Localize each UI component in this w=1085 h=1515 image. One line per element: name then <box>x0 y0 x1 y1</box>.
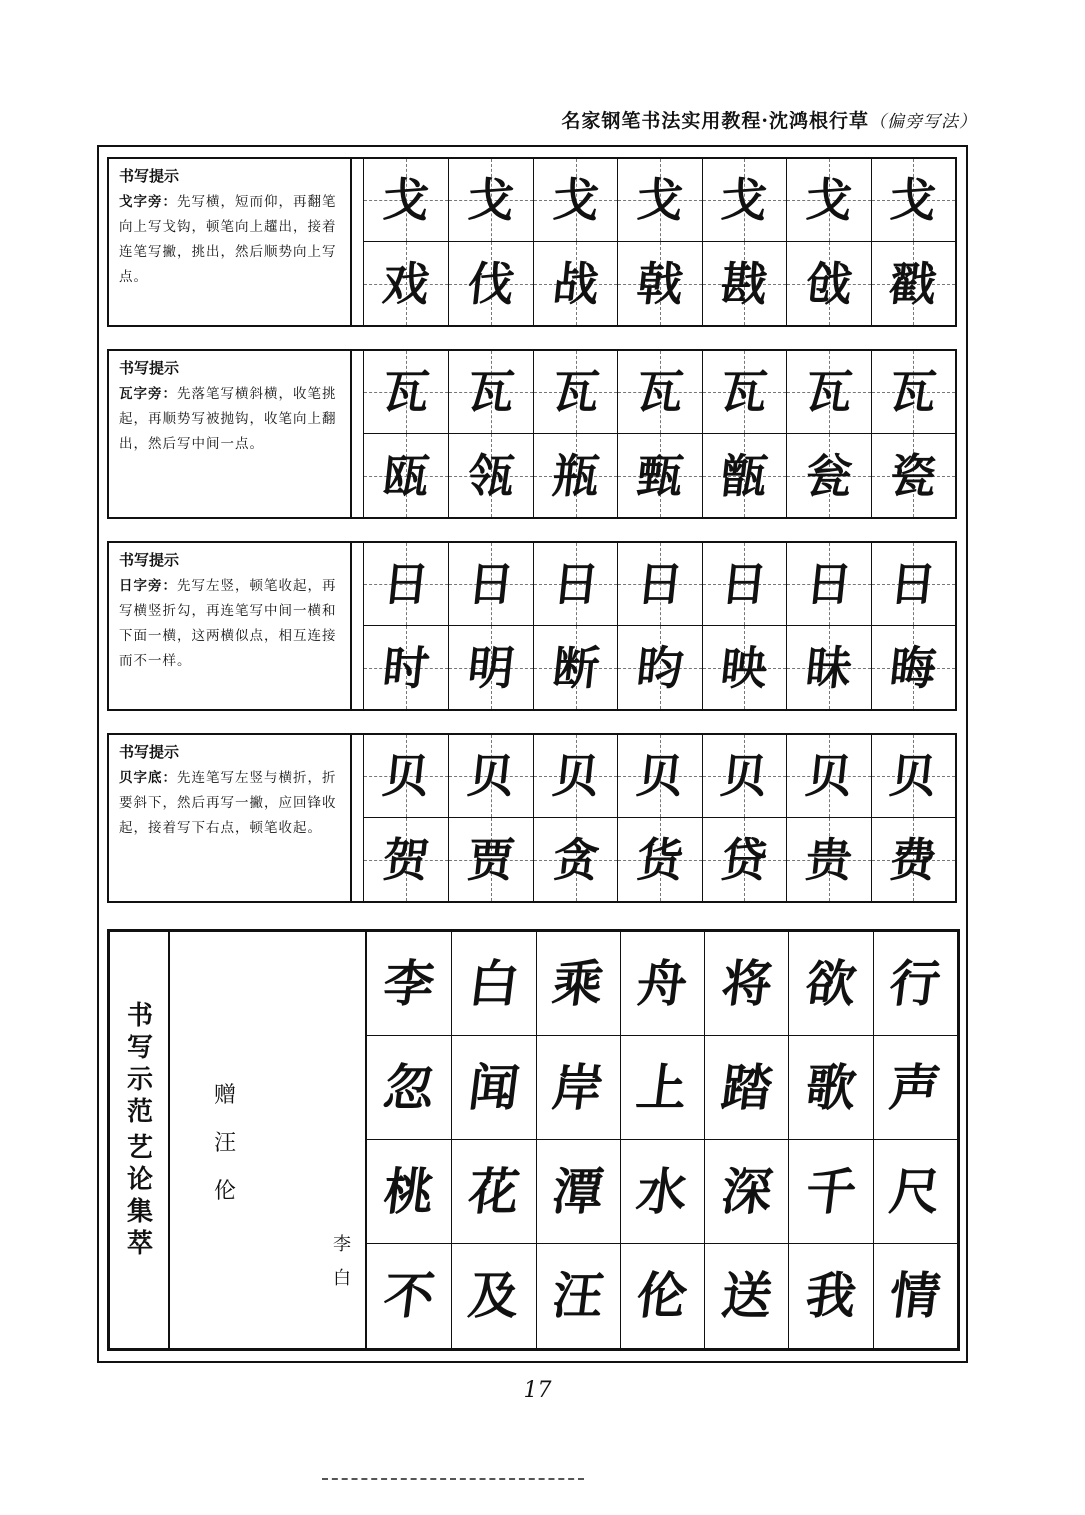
poem-glyph: 欲 <box>802 954 860 1013</box>
hint-text: 先写横，短而仰，再翻笔向上写戈钩，顿笔向上趯出，接着连笔写撇，挑出，然后顺势向上写点。 <box>119 194 337 285</box>
poem-cell <box>367 1244 451 1348</box>
radical-cell <box>364 351 448 434</box>
practice-grid <box>364 351 955 517</box>
example-glyph: 货 <box>634 832 686 887</box>
side-label-column <box>110 932 170 1348</box>
poem-cell <box>620 1140 704 1244</box>
example-glyph: 贺 <box>380 832 433 887</box>
radical-glyph: 日 <box>465 557 517 611</box>
radical-cell <box>871 159 955 242</box>
example-glyph: 戏 <box>380 256 433 311</box>
poem-glyph: 将 <box>718 954 776 1013</box>
radical-glyph: 日 <box>549 557 602 611</box>
example-cell <box>786 818 870 901</box>
running-header <box>561 106 977 133</box>
radical-cell <box>364 543 448 626</box>
radical-glyph: 日 <box>887 557 940 611</box>
poem-glyph: 舟 <box>633 954 692 1013</box>
example-cell <box>448 434 532 517</box>
example-cell <box>448 242 532 325</box>
example-glyph: 伐 <box>465 256 517 311</box>
poem-cell <box>704 1140 788 1244</box>
radical-cell <box>617 543 701 626</box>
radical-glyph: 贝 <box>380 749 433 803</box>
radical-glyph: 贝 <box>887 749 940 803</box>
example-glyph: 甄 <box>634 448 686 503</box>
example-glyph: 明 <box>465 640 517 695</box>
hint-title: 书写提示 <box>119 359 180 377</box>
poem-cell <box>620 1036 704 1140</box>
example-glyph: 时 <box>380 640 433 695</box>
poem-glyph: 伦 <box>633 1267 692 1325</box>
radical-cell <box>786 351 870 434</box>
page-number: 17 <box>523 1378 552 1403</box>
poem-cell <box>788 1140 872 1244</box>
poem-glyph: 我 <box>802 1267 860 1325</box>
margin-rule <box>352 351 364 517</box>
radical-cell <box>617 351 701 434</box>
example-glyph: 贪 <box>549 832 602 887</box>
poem-cell <box>620 1244 704 1348</box>
poem-glyph: 行 <box>886 954 944 1013</box>
radical-cell <box>533 159 617 242</box>
poem-cell <box>873 1036 957 1140</box>
practice-grid <box>364 543 955 709</box>
writing-hint <box>109 351 352 517</box>
poem-cell <box>451 1140 535 1244</box>
radical-name: 瓦字旁： <box>119 386 177 402</box>
example-cell <box>871 818 955 901</box>
poem-cell <box>367 1140 451 1244</box>
poem-glyph: 忽 <box>380 1058 438 1117</box>
example-glyph: 戳 <box>887 256 940 311</box>
poem-glyph: 汪 <box>549 1267 607 1325</box>
poem-glyph: 千 <box>802 1162 860 1221</box>
example-glyph: 戗 <box>803 256 855 311</box>
example-cell <box>617 242 701 325</box>
example-cell <box>871 434 955 517</box>
poem-glyph: 深 <box>718 1162 776 1221</box>
poem-glyph: 岸 <box>549 1058 607 1117</box>
margin-rule <box>352 159 364 325</box>
example-cell <box>617 626 701 709</box>
hint-text: 先写左竖，顿笔收起，再写横竖折勾，再连笔写中间一横和下面一横，这两横似点，相互连接而不一样。 <box>119 578 337 669</box>
radical-glyph: 贝 <box>718 749 771 803</box>
calligraphy-demo <box>107 929 960 1351</box>
radical-cell <box>786 159 870 242</box>
poem-cell <box>704 1036 788 1140</box>
poem-glyph: 白 <box>465 954 523 1013</box>
radical-glyph: 戈 <box>549 173 602 227</box>
example-cell <box>702 242 786 325</box>
poem-glyph: 情 <box>886 1267 944 1325</box>
radical-glyph: 瓦 <box>380 365 433 419</box>
radical-glyph: 贝 <box>549 749 602 803</box>
radical-glyph: 戈 <box>634 173 686 227</box>
example-cell <box>786 626 870 709</box>
poem-cell <box>620 932 704 1036</box>
example-cell <box>702 818 786 901</box>
poem-cell <box>451 932 535 1036</box>
practice-grid <box>364 735 955 901</box>
example-cell <box>364 626 448 709</box>
example-glyph: 瓶 <box>549 448 602 503</box>
radical-glyph: 瓦 <box>634 365 686 419</box>
practice-grid <box>364 159 955 325</box>
poem-glyph: 上 <box>633 1058 692 1117</box>
poem-cell <box>873 1140 957 1244</box>
example-cell <box>533 434 617 517</box>
poem-cell <box>536 1244 620 1348</box>
example-cell <box>786 434 870 517</box>
radical-cell <box>448 543 532 626</box>
radical-cell <box>871 351 955 434</box>
poem-cell <box>536 932 620 1036</box>
example-cell <box>533 626 617 709</box>
example-glyph: 映 <box>718 640 771 695</box>
poem-glyph: 声 <box>886 1058 944 1117</box>
poem-glyph: 踏 <box>718 1058 776 1117</box>
poem-glyph: 送 <box>718 1267 776 1325</box>
example-glyph: 戟 <box>634 256 686 311</box>
radical-glyph: 瓦 <box>718 365 771 419</box>
example-glyph: 战 <box>549 256 602 311</box>
example-glyph: 断 <box>549 640 602 695</box>
example-glyph: 昧 <box>803 640 855 695</box>
radical-cell <box>617 735 701 818</box>
example-cell <box>617 818 701 901</box>
poem-cell <box>704 932 788 1036</box>
radical-section-ri <box>107 541 957 711</box>
example-glyph: 瓴 <box>465 448 517 503</box>
radical-section-ge <box>107 157 957 327</box>
example-cell <box>364 818 448 901</box>
poem-glyph: 花 <box>465 1162 523 1221</box>
poem-glyph: 不 <box>380 1267 438 1325</box>
radical-name: 日字旁： <box>119 578 177 594</box>
poem-glyph: 水 <box>633 1162 692 1221</box>
poem-cell <box>451 1036 535 1140</box>
radical-glyph: 日 <box>634 557 686 611</box>
poem-cell <box>873 1244 957 1348</box>
radical-glyph: 瓦 <box>549 365 602 419</box>
poem-glyph: 歌 <box>802 1058 860 1117</box>
example-cell <box>448 626 532 709</box>
hint-body <box>119 382 342 457</box>
poem-glyph: 潭 <box>549 1162 607 1221</box>
hint-title: 书写提示 <box>119 551 180 569</box>
radical-glyph: 戈 <box>380 173 433 227</box>
example-glyph: 瓮 <box>803 448 855 503</box>
writing-hint <box>109 735 352 901</box>
example-glyph: 昀 <box>634 640 686 695</box>
poem-cell <box>873 932 957 1036</box>
radical-section-bei <box>107 733 957 903</box>
radical-glyph: 日 <box>803 557 855 611</box>
radical-glyph: 贝 <box>465 749 517 803</box>
radical-name: 戈字旁： <box>119 194 177 210</box>
example-cell <box>871 626 955 709</box>
example-cell <box>617 434 701 517</box>
hint-body <box>119 190 342 290</box>
example-glyph: 瓷 <box>887 448 940 503</box>
example-glyph: 戡 <box>718 256 771 311</box>
poem-cell <box>788 932 872 1036</box>
example-cell <box>702 626 786 709</box>
side-label-bottom: 艺 论 集 萃 <box>126 1133 153 1259</box>
example-glyph: 晦 <box>887 640 940 695</box>
radical-glyph: 瓦 <box>803 365 855 419</box>
radical-cell <box>871 735 955 818</box>
radical-cell <box>702 735 786 818</box>
hint-text: 先连笔写左竖与横折，折要斜下，然后再写一撇，应回锋收起，接着写下右点，顿笔收起。 <box>119 770 337 836</box>
header-subtitle: （偏旁写法） <box>869 112 977 132</box>
radical-cell <box>364 735 448 818</box>
radical-cell <box>364 159 448 242</box>
poem-cell <box>367 932 451 1036</box>
example-glyph: 费 <box>887 832 940 887</box>
poem-cell <box>788 1244 872 1348</box>
radical-cell <box>702 159 786 242</box>
radical-cell <box>702 543 786 626</box>
radical-cell <box>533 543 617 626</box>
hint-text: 先落笔写横斜横，收笔挑起，再顺势写被抛钩，收笔向上翻出，然后写中间一点。 <box>119 386 337 452</box>
radical-cell <box>448 159 532 242</box>
radical-cell <box>786 735 870 818</box>
example-glyph: 贾 <box>465 832 517 887</box>
poem-title: 赠 汪 伦 <box>213 1083 236 1204</box>
poem-glyph: 及 <box>465 1267 523 1325</box>
radical-glyph: 贝 <box>803 749 855 803</box>
hint-title: 书写提示 <box>119 167 180 185</box>
hint-title: 书写提示 <box>119 743 180 761</box>
side-label-top: 书 写 示 范 <box>126 1001 153 1127</box>
writing-hint <box>109 159 352 325</box>
radical-glyph: 戈 <box>887 173 940 227</box>
example-cell <box>702 434 786 517</box>
poem-cell <box>788 1036 872 1140</box>
poem-glyph: 尺 <box>886 1162 944 1221</box>
radical-glyph: 瓦 <box>887 365 940 419</box>
radical-glyph: 日 <box>718 557 771 611</box>
hint-body <box>119 766 342 841</box>
radical-cell <box>448 351 532 434</box>
radical-cell <box>617 159 701 242</box>
example-glyph: 甑 <box>718 448 771 503</box>
poem-glyph: 闻 <box>465 1058 523 1117</box>
example-cell <box>364 434 448 517</box>
example-cell <box>448 818 532 901</box>
radical-cell <box>448 735 532 818</box>
hint-body <box>119 574 342 674</box>
radical-section-wa <box>107 349 957 519</box>
radical-glyph: 瓦 <box>465 365 517 419</box>
radical-cell <box>871 543 955 626</box>
example-cell <box>786 242 870 325</box>
radical-glyph: 戈 <box>465 173 517 227</box>
example-cell <box>364 242 448 325</box>
poem-cell <box>367 1036 451 1140</box>
radical-cell <box>702 351 786 434</box>
poem-cell <box>451 1244 535 1348</box>
poem-glyph: 乘 <box>549 954 607 1013</box>
radical-cell <box>533 735 617 818</box>
margin-rule <box>352 735 364 901</box>
writing-hint <box>109 543 352 709</box>
header-title: 名家钢笔书法实用教程·沈鸿根行草 <box>561 110 869 132</box>
poem-author: 李 白 <box>333 1234 351 1289</box>
example-cell <box>533 242 617 325</box>
poem-glyph: 李 <box>380 954 438 1013</box>
example-cell <box>871 242 955 325</box>
radical-glyph: 戈 <box>803 173 855 227</box>
example-glyph: 瓯 <box>380 448 433 503</box>
radical-glyph: 日 <box>380 557 433 611</box>
radical-glyph: 戈 <box>718 173 771 227</box>
example-glyph: 贵 <box>803 832 855 887</box>
poem-grid <box>367 932 957 1348</box>
radical-glyph: 贝 <box>634 749 686 803</box>
footer-rule <box>322 1478 584 1480</box>
example-glyph: 贷 <box>718 832 771 887</box>
radical-name: 贝字底： <box>119 770 177 786</box>
radical-cell <box>786 543 870 626</box>
poem-cell <box>536 1036 620 1140</box>
poem-cell <box>704 1244 788 1348</box>
example-cell <box>533 818 617 901</box>
margin-rule <box>352 543 364 709</box>
poem-glyph: 桃 <box>380 1162 438 1221</box>
poem-cell <box>536 1140 620 1244</box>
radical-cell <box>533 351 617 434</box>
